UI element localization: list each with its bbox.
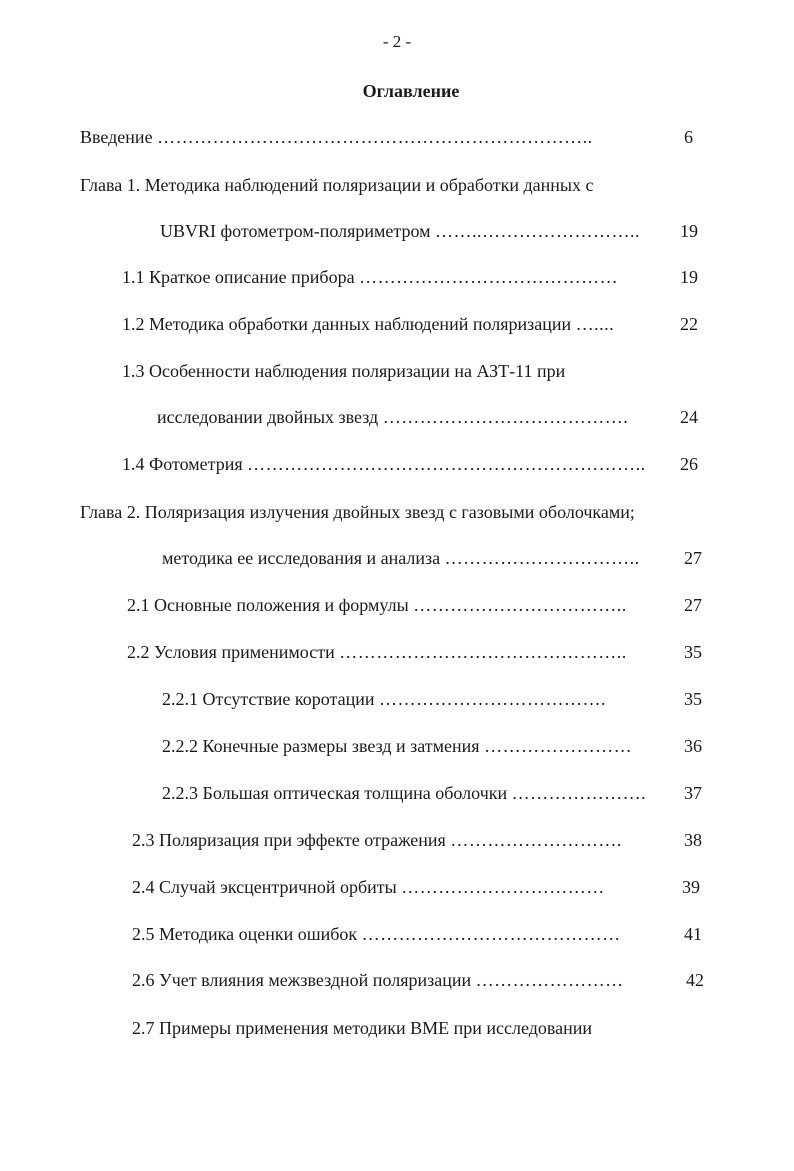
toc-entry bbox=[80, 126, 593, 148]
toc-chapter-heading bbox=[80, 174, 594, 196]
toc-entry-text: 2.3 Поляризация при эффекте отражения bbox=[132, 830, 446, 850]
toc-entry-text: 1.2 Методика обработки данных наблюдений поляризации bbox=[122, 314, 572, 334]
toc-page-number: 26 bbox=[680, 454, 698, 474]
toc-entry bbox=[122, 360, 565, 382]
toc-entry bbox=[122, 313, 614, 335]
toc-leader-dots: ……..…………………….. bbox=[435, 221, 641, 241]
toc-entry-text: 2.2.1 Отсутствие коротации bbox=[162, 689, 375, 709]
toc-entry-text: 2.4 Случай эксцентричной орбиты bbox=[132, 877, 397, 897]
toc-page-number: 41 bbox=[684, 924, 702, 944]
toc-leader-dots: …………………………………… bbox=[361, 924, 621, 944]
toc-entry-text: 2.2.3 Большая оптическая толщина оболочки bbox=[162, 783, 508, 803]
toc-leader-dots: …………………………………. bbox=[382, 407, 629, 427]
toc-leader-dots: ……………………………………….. bbox=[339, 642, 627, 662]
toc-leader-dots: ………………………. bbox=[450, 830, 622, 850]
toc-page-number: 35 bbox=[684, 642, 702, 662]
toc-page-number: 27 bbox=[684, 548, 702, 568]
toc-leader-dots: …………………………….. bbox=[413, 595, 627, 615]
toc-entry-text: 2.5 Методика оценки ошибок bbox=[132, 924, 358, 944]
toc-entry-text: 1.4 Фотометрия bbox=[122, 454, 243, 474]
toc-entry-text: исследовании двойных звезд bbox=[157, 407, 379, 427]
toc-entry bbox=[162, 547, 640, 569]
toc-leader-dots: …………………. bbox=[511, 783, 647, 803]
toc-leader-dots: …………………… bbox=[484, 736, 633, 756]
toc-entry-text: 2.2 Условия применимости bbox=[127, 642, 335, 662]
toc-leader-dots: …………………………… bbox=[401, 877, 605, 897]
toc-entry bbox=[132, 1017, 592, 1039]
toc-entry-text: методика ее исследования и анализа bbox=[162, 548, 441, 568]
toc-entry bbox=[162, 782, 646, 804]
toc-entry bbox=[132, 969, 624, 991]
toc-entry bbox=[162, 688, 606, 710]
toc-page-number: 36 bbox=[684, 736, 702, 756]
toc-page-number: 35 bbox=[684, 689, 702, 709]
toc-entry-text: 2.1 Основные положения и формулы bbox=[127, 595, 409, 615]
toc-page-number: 6 bbox=[684, 127, 693, 147]
toc-entry-text: 1.1 Краткое описание прибора bbox=[122, 267, 355, 287]
toc-entry-text: Введение bbox=[80, 127, 153, 147]
toc-entry bbox=[162, 735, 632, 757]
toc-entry-text: 2.6 Учет влияния межзвездной поляризации bbox=[132, 970, 472, 990]
toc-page-number: 38 bbox=[684, 830, 702, 850]
toc-entry-text: UBVRI фотометром-поляриметром bbox=[160, 221, 431, 241]
toc-entry-text: 2.7 Примеры применения методики ВМЕ при исследовании bbox=[132, 1018, 593, 1038]
toc-page-number: 27 bbox=[684, 595, 702, 615]
toc-entry bbox=[122, 266, 618, 288]
toc-entry bbox=[122, 453, 646, 475]
toc-page-number: 42 bbox=[686, 970, 704, 990]
toc-entry bbox=[127, 594, 627, 616]
toc-page-number: 19 bbox=[680, 267, 698, 287]
toc-leader-dots: ………………………….. bbox=[444, 548, 640, 568]
toc-entry bbox=[157, 406, 628, 428]
page-number: - 2 - bbox=[382, 32, 412, 51]
toc-page-number: 24 bbox=[680, 407, 698, 427]
toc-page-number: 39 bbox=[682, 877, 700, 897]
toc-entry bbox=[132, 876, 605, 898]
toc-page-number: 22 bbox=[680, 314, 698, 334]
toc-leader-dots: …………………………………………………………….. bbox=[157, 127, 593, 147]
toc-entry-text: Глава 2. Поляризация излучения двойных звезд с газовыми оболочками; bbox=[80, 502, 635, 522]
page-title: Оглавление bbox=[362, 81, 460, 101]
toc-entry bbox=[127, 641, 627, 663]
toc-entry bbox=[132, 923, 621, 945]
toc-entry bbox=[132, 829, 622, 851]
toc-leader-dots: ………………………………. bbox=[378, 689, 606, 709]
toc-entry-text: Глава 1. Методика наблюдений поляризации и обработки данных с bbox=[80, 175, 594, 195]
toc-chapter-heading bbox=[80, 501, 635, 523]
toc-entry bbox=[160, 220, 640, 242]
toc-entry-text: 2.2.2 Конечные размеры звезд и затмения bbox=[162, 736, 480, 756]
toc-leader-dots: ……………………………………………………….. bbox=[247, 454, 646, 474]
toc-page-number: 19 bbox=[680, 221, 698, 241]
toc-entry-text: 1.3 Особенности наблюдения поляризации на АЗТ-11 при bbox=[122, 361, 566, 381]
toc-page-number: 37 bbox=[684, 783, 702, 803]
toc-leader-dots: …………………………………… bbox=[359, 267, 619, 287]
toc-leader-dots: ….... bbox=[575, 314, 615, 334]
toc-leader-dots: …………………… bbox=[475, 970, 624, 990]
